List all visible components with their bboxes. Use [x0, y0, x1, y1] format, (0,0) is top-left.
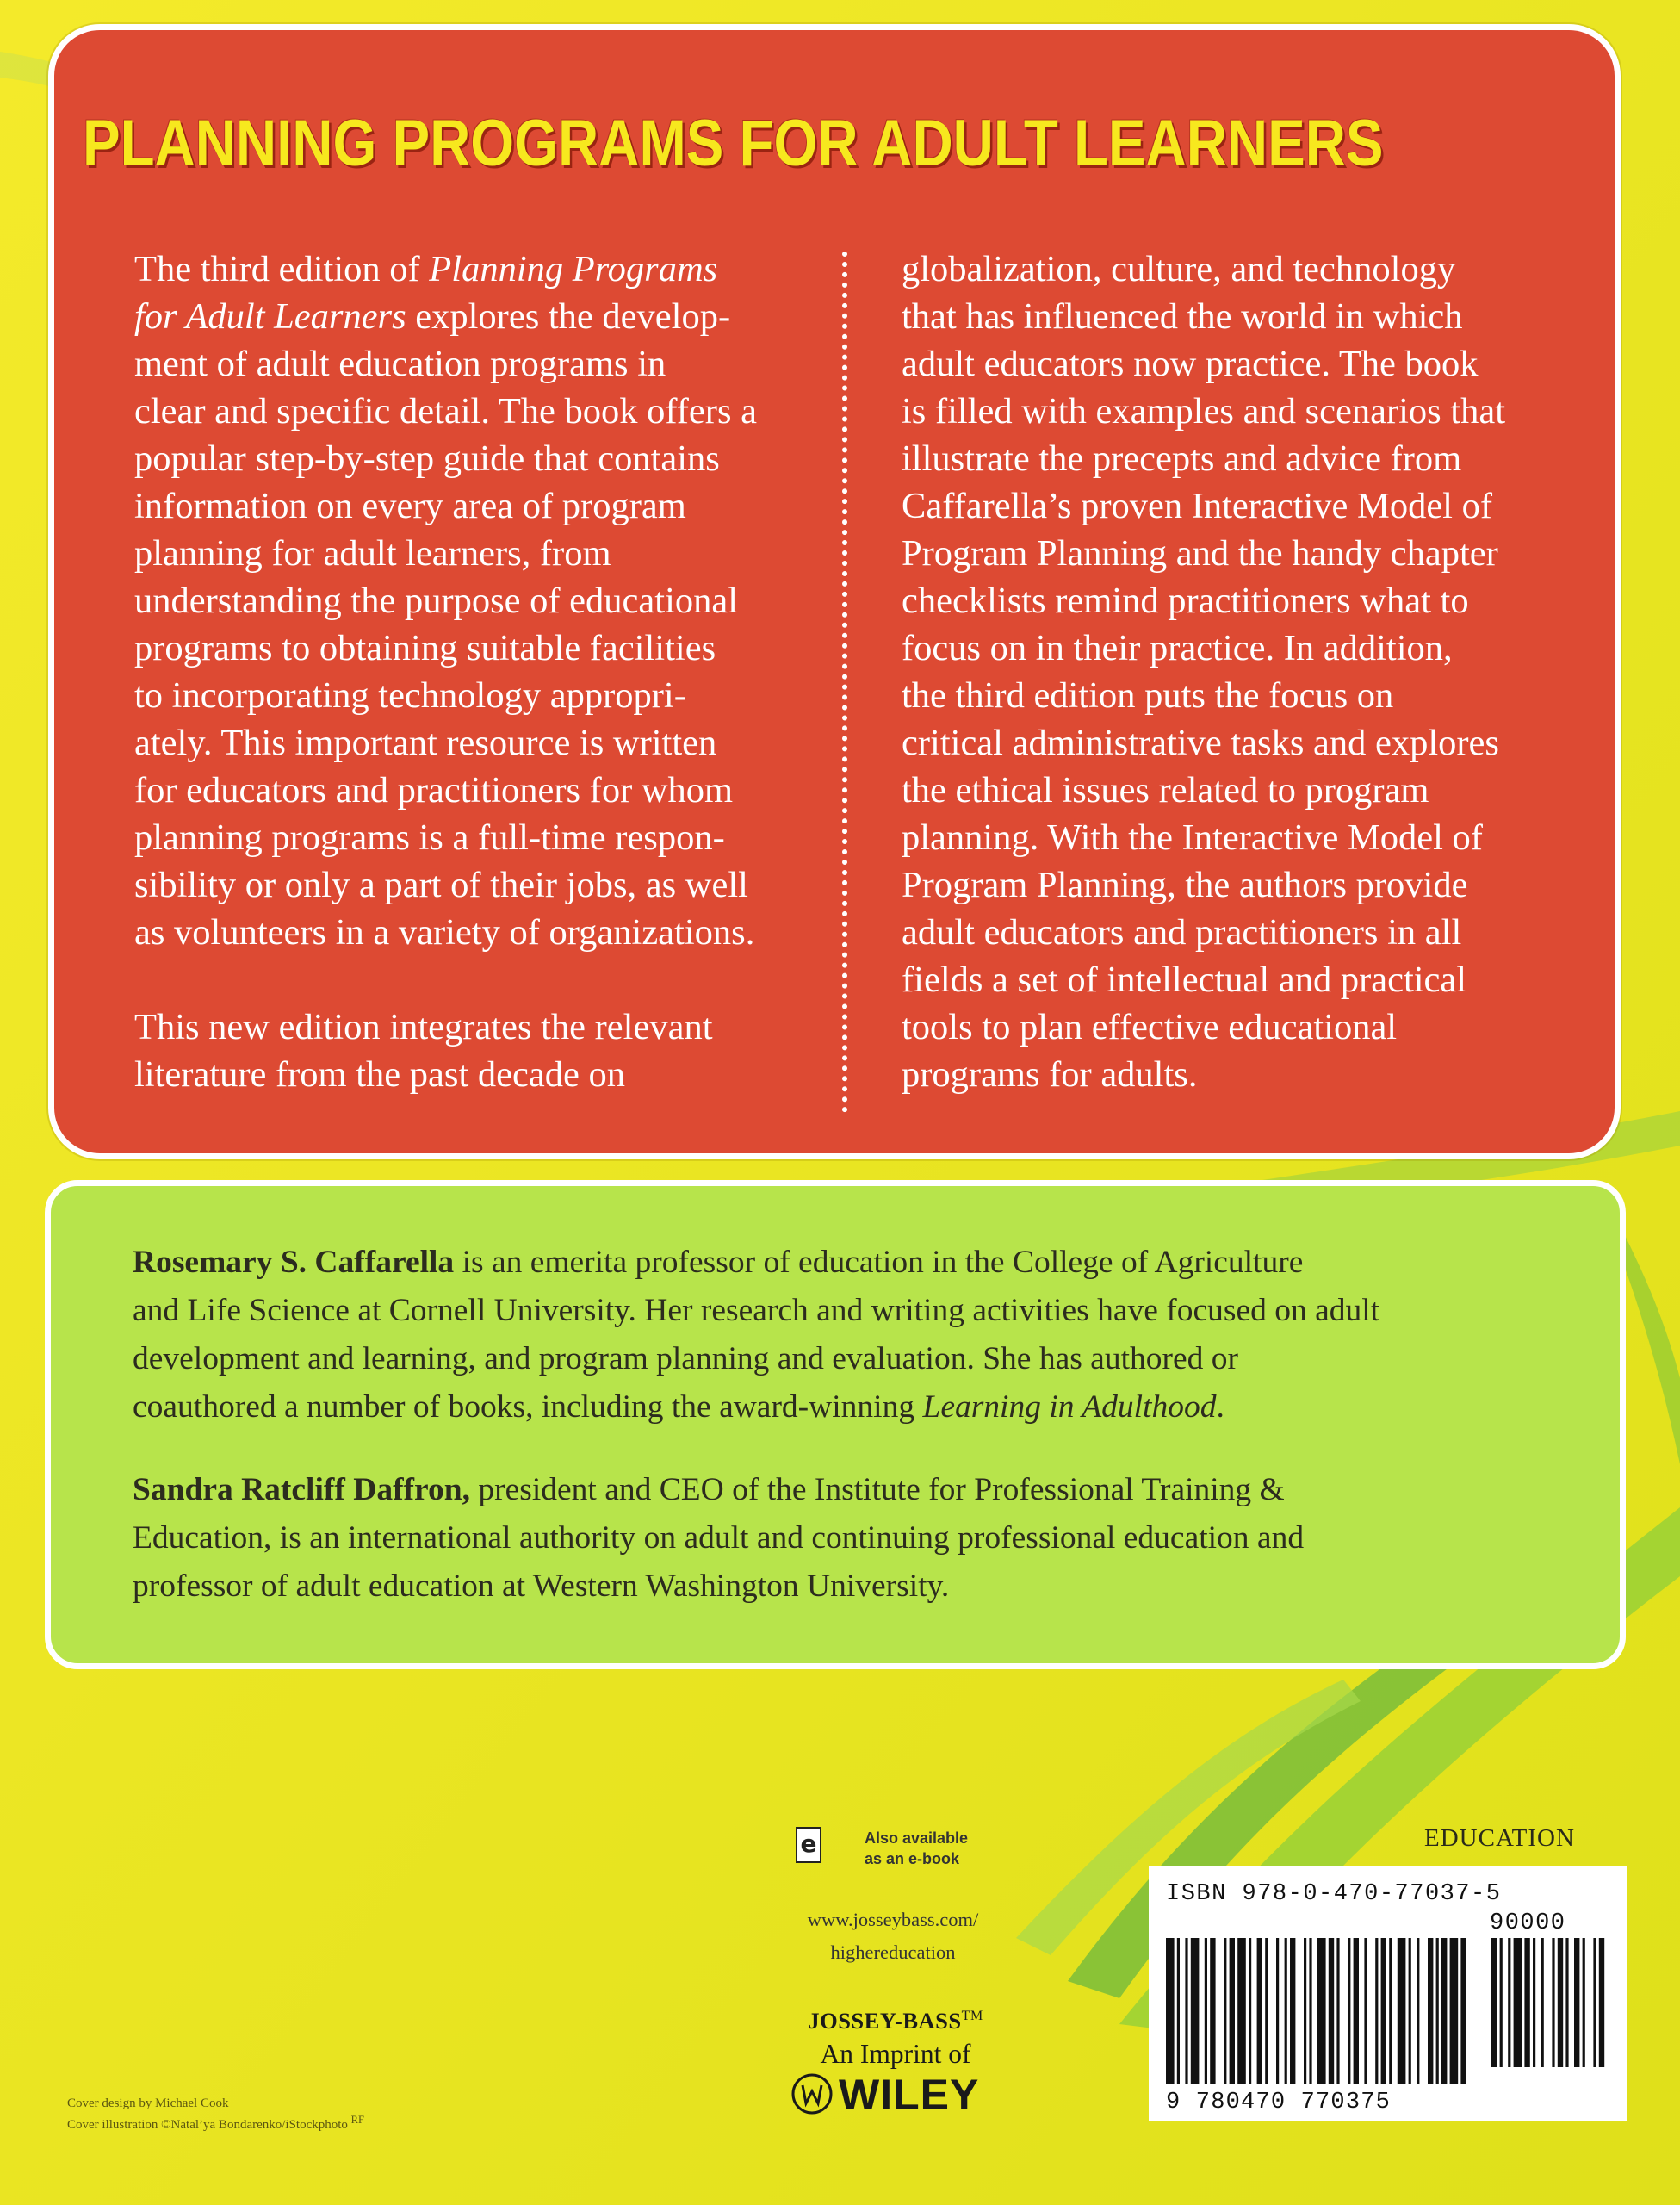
wiley-logo-icon [790, 2072, 834, 2115]
e-book-icon: e [796, 1827, 821, 1863]
cover-credits: Cover design by Michael Cook Cover illustration ©Natal’ya Bondarenko/iStockphoto $^{RF}$ [67, 2096, 364, 2132]
author-name-daffron: Sandra Ratcliff Daffron, [133, 1472, 470, 1507]
description-paragraph-2: This new edition integrates the relevant literature from the past decade on [134, 1007, 713, 1095]
description-left-column [134, 245, 823, 1098]
subject-category: EDUCATION [1424, 1824, 1575, 1852]
isbn-label: ISBN 978-0-470-77037-5 [1166, 1881, 1502, 1907]
barcode-bars [1166, 1938, 1610, 2090]
publisher-name: JOSSEY-BASS™ [808, 2007, 983, 2034]
column-divider [842, 252, 847, 1113]
description-paragraph-1: The third edition of Planning Programs for Adult Learners explores the develop- ment of adult education programs in clear and specific detail. The book offers a popular step-by-step guide that contains information on every area of program planning for adult learners, from understanding the purpose of educational programs to obtaining suitable facilities to incorporating technology appropri- ately. This important resource is written for educators and practitioners for whom planning programs is a full-time respon- sibility or only a part of their jobs, as well as volunteers in a variety of organizations. [134, 249, 757, 953]
author-bio-caffarella: Rosemary S. Caffarella is an emerita professor of education in the College of Agriculture and Life Science at Cornell University. Her research and writing activities have focused on adult development and learning, and program planning and evaluation. She has authored or coauthored a number of books, including the award-winning Learning in Adulthood. [133, 1245, 1380, 1425]
publisher-block [758, 2000, 1033, 2071]
description-right-column [902, 245, 1582, 1098]
imprint-label: An Imprint of [820, 2038, 971, 2069]
ean-number: 9 780470 770375 [1166, 2090, 1392, 2115]
book-title: PLANNING PROGRAMS FOR ADULT LEARNERS [83, 107, 1384, 180]
publisher-website[interactable]: www.josseybass.com/ highereducation [807, 1909, 979, 1963]
wiley-wordmark: WILEY [839, 2071, 980, 2119]
description-paragraph-2-continued: globalization, culture, and technology that has influenced the world in which adult educators now practice. The book is filled with examples and scenarios that illustrate the precepts and advice from Caffarella’s proven Interactive Model of Program Planning and the handy chapter checklists remind practitioners what to focus on in their practice. In addition, the third edition puts the focus on critical administrative tasks and explores the ethical issues related to program planning. With the Interactive Model of Program Planning, the authors provide adult educators and practitioners in all fields a set of intellectual and practical tools to plan effective educational programs for adults. [902, 249, 1506, 1095]
ebook-availability: Also available as an e-book [865, 1829, 969, 1867]
isbn-barcode [1149, 1866, 1627, 2121]
price-code: 90000 [1490, 1910, 1566, 1936]
author-bio-daffron: Sandra Ratcliff Daffron, president and CEO of the Institute for Professional Training & Education, is an international authority on adult and continuing professional education and professor of adult education at Western Washington University. [133, 1472, 1305, 1604]
author-name-caffarella: Rosemary S. Caffarella [133, 1245, 455, 1280]
